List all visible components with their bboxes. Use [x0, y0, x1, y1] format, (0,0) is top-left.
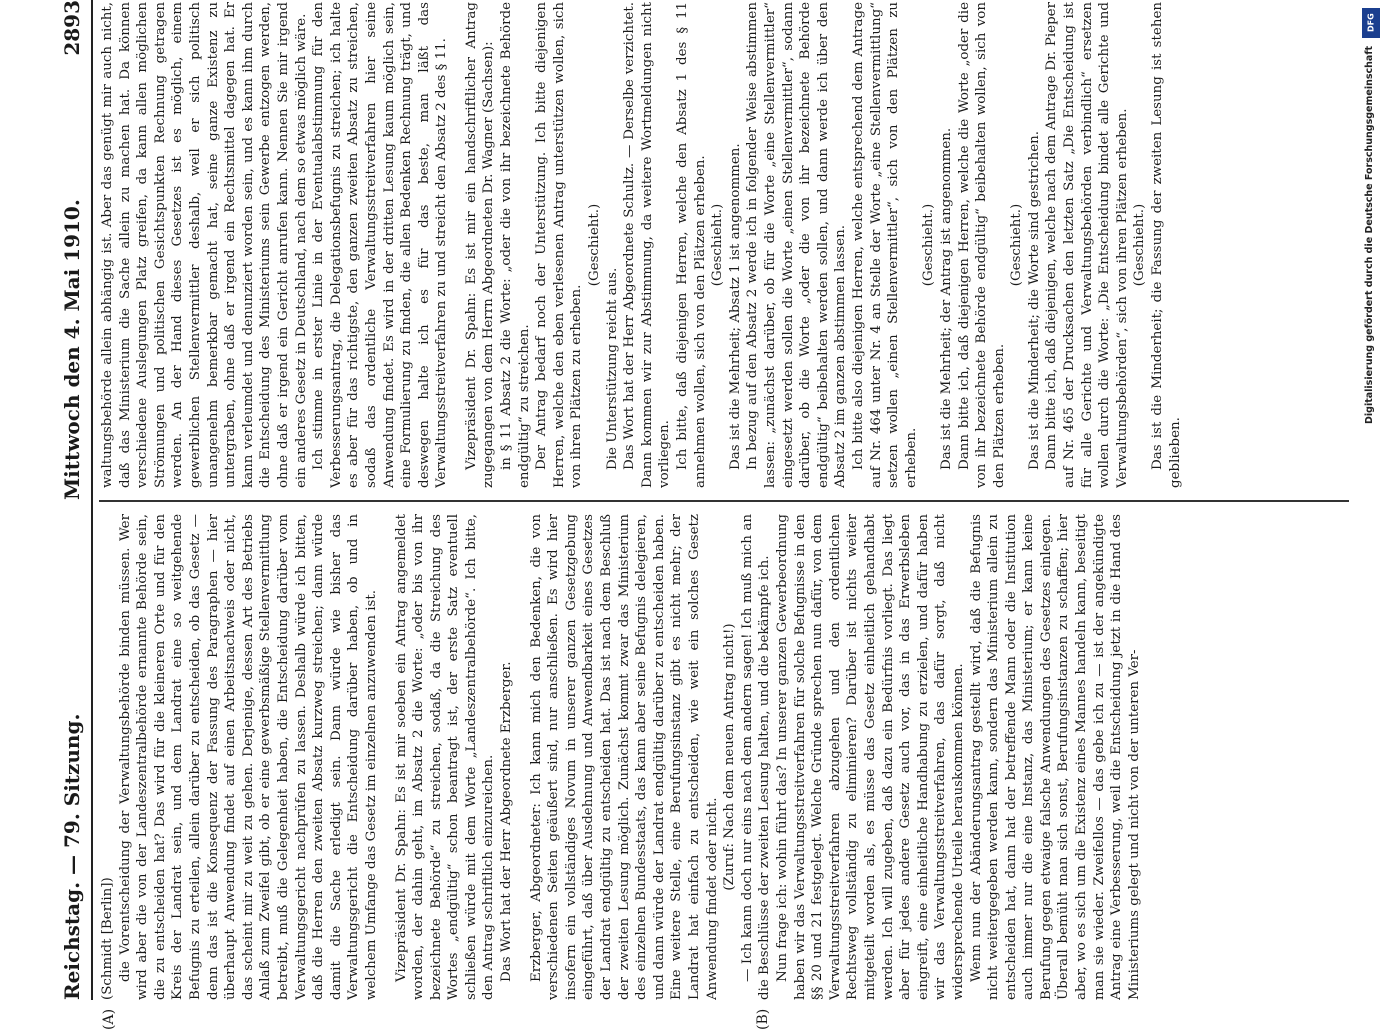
paragraph: Ich bitte also diejenigen Herren, welche entsprechend dem Antrage auf Nr. 464 unter Nr. 4 an Stelle der Worte „eine Stellenvermittlung“ setzen wollen „einen Stellenvermittler“, sich von den Plätzen zu erheben.	[850, 2, 919, 488]
rotated-page	[55, 0, 1355, 1030]
page-number: 2893	[60, 0, 84, 56]
paragraph: Der Antrag bedarf noch der Unterstützung. Ich bitte diejenigen Herren, welche den eben verlesenen Antrag unterstützen wollen, sich von ihren Plätzen zu erheben.	[534, 2, 585, 488]
quoted-motion: in § 11 Absatz 2 die Worte: „oder die von ihr bezeichnete Behörde endgültig“ zu streichen.	[499, 2, 532, 488]
paragraph: Nun frage ich: wohin führt das? In unserer ganzen Gewerbeordnung haben wir das Verwaltungsstreitverfahren für solche Befugnisse in den §§ 20 und 21 festgelegt. Welche Gründe sprechen nun dafür, von dem Verwaltungsstreitverfahren abzugehen und den ordentlichen Rechtsweg vollständig zu eliminieren? Darüber ist nichts weiter mitgeteilt worden als, es müsse das Gesetz einheitlich gehandhabt werden. Ich will zugeben, daß dazu ein Bedürfnis vorliegt. Das liegt aber für jedes andere Gesetz auch vor, das in das Erwerbsleben eingreift, eine einheitliche Handhabung zu erzielen, und dafür haben wir das Verwaltungsstreitverfahren, das dafür sorgt, daß nicht widersprechende Urteile herauskommen können.	[774, 514, 966, 1000]
paragraph: Dann bitte ich, daß diejenigen, welche nach dem Antrage Dr. Pieper auf Nr. 465 der Drucksachen den letzten Satz „Die Entscheidung ist für alle Gerichte und Verwaltungsbehörden verbindlich“ ersetzen wollen durch die Worte: „Die Entscheidung bindet alle Gerichte und Verwaltungsbehörden“, sich von ihren Plätzen erheben.	[1044, 2, 1130, 488]
paragraph: Erzberger, Abgeordneter: Ich kann mich den Bedenken, die von verschiedenen Seiten geäußert sind, nur anschließen. Es wird hier insofern ein vollständiges Novum in unserer ganzen Gesetzgebung eingeführt, daß über Ausdehnung und Anwendbarkeit eines Gesetzes der Landrat endgültig zu entscheiden hat. Das ist nach dem Beschluß der zweiten Lesung möglich. Zunächst kommt zwar das Ministerium des einzelnen Bundesstaats, das kann aber seine Befugnis delegieren, und dann würde der Landrat endgültig darüber zu entscheiden haben. Eine weitere Stelle, eine Berufungsinstanz gibt es nicht mehr; der Landrat hat einfach zu entscheiden, wie weit ein solches Gesetz Anwendung findet oder nicht.	[528, 514, 720, 1000]
left-column	[99, 514, 1349, 1000]
procedural-note: (Geschieht.)	[1009, 203, 1025, 287]
procedural-note: (Geschieht.)	[921, 203, 937, 287]
paragraph: Vizepräsident Dr. Spahn: Es ist mir ein handschriftlicher Antrag zugegangen von dem Herrn Abgeordneten Dr. Wagner (Sachsen):	[463, 2, 497, 488]
procedural-note: (Geschieht.)	[587, 203, 603, 287]
paragraph: die Vorentscheidung der Verwaltungsbehörde binden müssen. Wer wird aber die von der Landeszentralbehörde ernannte Behörde sein, die zu entscheiden hat? Das wird für die kleineren Orte und für den Kreis der Landrat sein, und dem Landrat eine so weitgehende Befugnis zu erteilen, allein darüber zu entscheiden, ob das Gesetz — denn das ist die Konsequenz der Fassung des Paragraphen — hier überhaupt Anwendung findet auf einen Arbeitsnachweis oder nicht, das scheint mir zu weit zu gehen. Derjenige, dessen Art des Betriebs Anlaß zum Zweifel gibt, ob er eine gewerbsmäßige Stellenvermittlung betreibt, muß die Gelegenheit haben, die Entscheidung darüber vom Verwaltungsgericht nachprüfen zu lassen. Deshalb würde ich bitten, daß die Herren den zweiten Absatz kurzweg streichen; dann würde damit die Sache erledigt sein. Dann würde wie bisher das Verwaltungsgericht die Entscheidung darüber haben, ob und in welchem Umfange das Gesetz im einzelnen anzuwenden ist.	[117, 514, 379, 1000]
paragraph: Das ist die Minderheit; die Worte sind gestrichen.	[1026, 130, 1042, 470]
margin-marker-b: (B)	[755, 1008, 771, 1030]
page-header	[55, 0, 89, 1000]
paragraph: Dann bitte ich, daß diejenigen Herren, welche die Worte „oder die von ihr bezeichnete Behörde endgültig“ beibehalten wollen, sich von den Plätzen erheben.	[956, 2, 1007, 488]
interjection: (Zuruf: Nach dem neuen Antrag nicht!)	[722, 623, 738, 891]
funding-statement: Digitalisierung gefördert durch die Deutsche Forschungsgemeinschaft	[1364, 46, 1375, 424]
paragraph: waltungsbehörde allein abhängig ist. Aber das genügt mir auch nicht, daß das Ministerium die Sache allein zu machen hat. Da können verschiedene Auslegungen Platz greifen, da kann allen möglichen Strömungen und politischen Gesichtspunkten Rechnung getragen werden. An der Hand dieses Gesetzes ist es möglich, einem gewerblichen Stellenvermittler deshalb, weil er sich politisch unangenehm bemerkbar gemacht hat, seine ganze Existenz zu untergraben, ohne daß er irgend ein Rechtsmittel dagegen hat. Er kann verleumdet und denunziert worden sein, und es kann ihm durch die Entscheidung des Ministeriums sein Gewerbe entzogen werden, ohne daß er irgend ein Gericht anrufen kann. Nennen Sie mir irgend ein anderes Gesetz in Deutschland, nach dem so etwas möglich wäre.	[100, 2, 309, 488]
paragraph: In bezug auf den Absatz 2 werde ich in folgender Weise abstimmen lassen: „zunächst darüber, ob für die Worte „eine Stellenvermittler“ eingesetzt werden sollen die Worte „einen Stellenvermittler“, sodann darüber, ob die Worte „oder die von ihr bezeichnete Behörde endgültig“ beibehalten werden sollen, und dann werde ich über den Absatz 2 im ganzen abstimmen lassen.	[745, 2, 849, 488]
paragraph: Ich bitte, daß diejenigen Herren, welche den Absatz 1 des § 11 annehmen wollen, sich von den Plätzen erheben.	[675, 2, 708, 488]
paragraph: Das Wort hat der Herr Abgeordnete Erzberger.	[499, 661, 515, 982]
margin-marker-a: (A)	[101, 1008, 117, 1030]
paragraph: Vizepräsident Dr. Spahn: Es ist mir soeben ein Antrag angemeldet worden, der dahin geht, im Absatz 2 die Worte: „oder bis von ihr bezeichnete Behörde“ zu streichen, sodaß, da die Streichung des Wortes „endgültig“ schon beantragt ist, der erste Satz eventuell schließen würde mit dem Worte „Landeszentralbehörde“. Ich bitte, den Antrag schriftlich einzureichen.	[393, 514, 497, 1000]
paragraph: Die Unterstützung reicht aus.	[604, 267, 620, 470]
column-divider	[99, 501, 1349, 503]
procedural-note: (Geschieht.)	[1132, 203, 1148, 287]
procedural-note: (Geschieht.)	[710, 203, 726, 287]
paragraph: Das ist die Mehrheit; der Antrag ist angenommen.	[938, 127, 954, 470]
paragraph: — Ich kann doch nur eins nach dem andern sagen! Ich muß mich an die Beschlüsse der zweiten Lesung halten, und die bekämpfe ich.	[739, 514, 773, 1000]
paragraph: Das ist die Minderheit; die Fassung der zweiten Lesung ist stehen geblieben.	[1150, 2, 1183, 488]
header-session: Reichstag. — 79. Sitzung.	[60, 713, 84, 1000]
dfg-logo: DFG	[1362, 8, 1380, 38]
paragraph: Wenn nun der Abänderungsantrag gestellt wird, daß die Befugnis nicht weitergegeben werden kann, sondern das Ministerium allein zu entscheiden hat, dann hat der betreffende Mann oder die Institution auch immer nur die eine Instanz, das Ministerium; er kann keine Berufung gegen etwaige falsche Anwendungen des Gesetzes einlegen. Überall bemüht man sich sonst, Berufungsinstanzen zu schaffen; hier aber, wo es sich um die Existenz eines Mannes handeln kann, beseitigt man sie wieder. Zweifellos — das gebe ich zu — ist der angekündigte Antrag eine Verbesserung, weil die Entscheidung jetzt in die Hand des Ministeriums gelegt und nicht von der unteren Ver-	[968, 514, 1142, 1000]
paragraph: Das Wort hat der Herr Abgeordnete Schultz. — Derselbe verzichtet. Dann kommen wir zur Abstimmung, da weitere Wortmeldungen nicht vorliegen.	[622, 2, 673, 488]
paragraph: Das ist die Mehrheit; Absatz 1 ist angenommen.	[727, 143, 743, 470]
paragraph: Ich stimme in erster Linie in der Eventualabstimmung für den Verbesserungsantrag, die Delegationsbefugnis zu streichen; ich halte es aber für das richtigste, den ganzen zweiten Absatz zu streichen, sodaß das ordentliche Verwaltungsstreitverfahren hier seine Anwendung findet. Es wird in der dritten Lesung kaum möglich sein, eine Formulierung zu finden, die allen Bedenken Rechnung trägt, und deswegen halte ich es für das beste, man läßt das Verwaltungsstreitverfahren zu und streicht den Absatz 2 des § 11.	[311, 2, 450, 488]
speaker-continuation: (Schmidt [Berlin])	[100, 877, 115, 1000]
digitization-notice	[1362, 0, 1382, 1000]
header-date: Mittwoch den 4. Mai 1910.	[60, 199, 84, 500]
right-column	[99, 2, 1349, 488]
header-rule	[91, 0, 93, 1000]
